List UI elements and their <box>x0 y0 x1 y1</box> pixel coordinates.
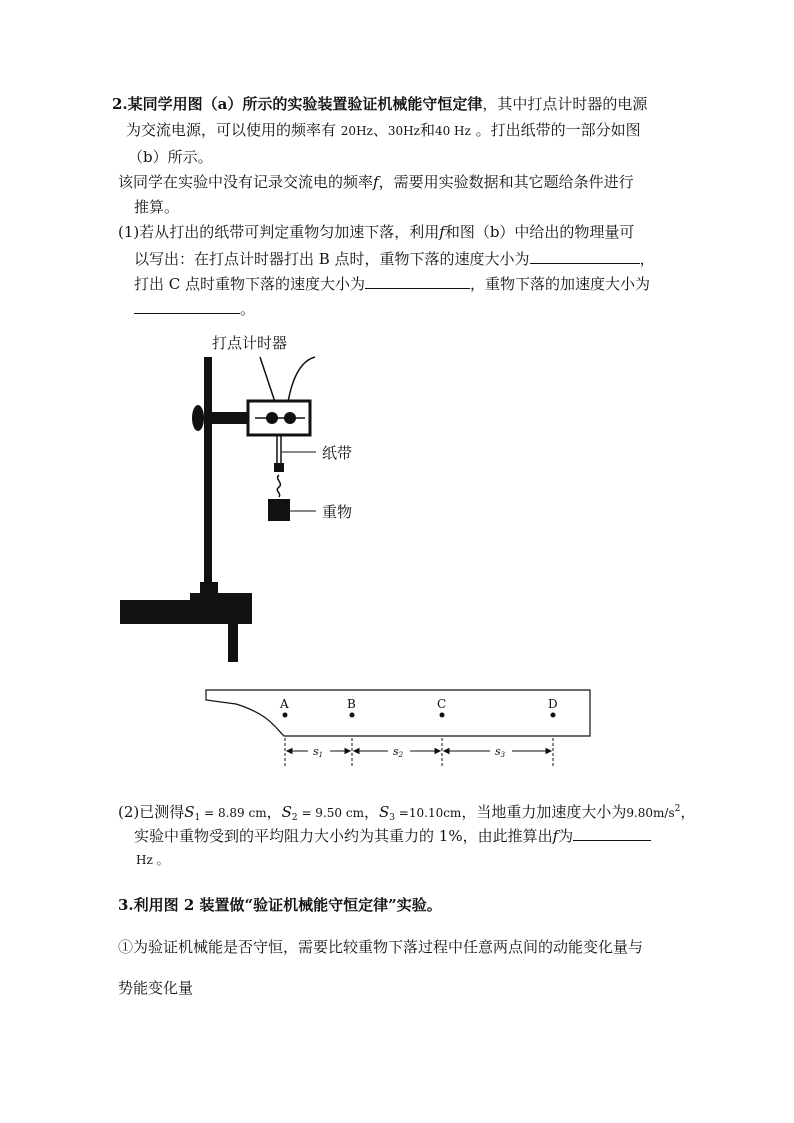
point-b <box>350 713 355 718</box>
seg-s3-label: s3 <box>495 745 506 759</box>
point-a <box>283 713 288 718</box>
s1-symbol: S <box>184 803 195 821</box>
q2-unit: Hz 。 <box>136 853 169 867</box>
clamp-knob <box>192 405 204 431</box>
q2-line-2 <box>126 120 641 141</box>
q2-line-3 <box>128 147 213 167</box>
g-exponent: 2 <box>674 804 681 814</box>
q2-line-6 <box>118 222 634 242</box>
point-a-label: A <box>280 697 289 711</box>
q2-note-b: ，需要用实验数据和其它题给条件进行 <box>378 173 634 191</box>
seg-s2-label: s2 <box>393 745 404 759</box>
q2-p1-a: (1)若从打出的纸带可判定重物匀加速下落，利用 <box>118 223 440 241</box>
q2-freq-2: 30Hz <box>387 124 420 138</box>
q2-p1-d: 打出 C 点时重物下落的速度大小为 <box>134 275 366 293</box>
q2-comma-3: ， <box>363 803 379 821</box>
q2-intro-b: 为交流电源，可以使用的频率有 <box>126 121 337 139</box>
q2-p2-a: (2)已测得 <box>118 803 185 821</box>
answer-blank-vb[interactable] <box>530 247 640 264</box>
q2-number: 2. <box>112 95 128 113</box>
answer-blank-a[interactable] <box>134 297 240 314</box>
tape-label: 纸带 <box>322 444 353 462</box>
q2-comma-2: ， <box>266 803 282 821</box>
q2-intro-d: （b）所示。 <box>128 148 213 166</box>
s3-symbol: S <box>378 803 390 821</box>
timer-dot-right <box>284 412 296 424</box>
point-b-label: B <box>347 697 356 711</box>
pole-base <box>200 582 218 594</box>
q2-p2-b: ，当地重力加速度大小为 <box>461 803 627 821</box>
q2-p2-d: 为 <box>558 827 574 845</box>
point-c <box>440 713 445 718</box>
q2-line-5 <box>134 197 179 217</box>
q2-intro-c: 。打出纸带的一部分如图 <box>475 121 641 139</box>
q2-intro-a: ，其中打点计时器的电源 <box>482 95 648 113</box>
point-d <box>551 713 556 718</box>
q2-sep-1: 、 <box>372 121 388 139</box>
weight-block <box>268 499 290 521</box>
answer-blank-vc[interactable] <box>365 272 470 289</box>
q2-freq-1: 20Hz <box>340 124 373 138</box>
q3-title: 3.利用图 2 装置做“验证机械能守恒定律”实验。 <box>118 896 442 914</box>
q2-note-c: 推算。 <box>134 198 180 216</box>
q3-line-1: ①为验证机械能是否守恒，需要比较重物下落过程中任意两点间的动能变化量与 <box>118 938 644 956</box>
stand-pole <box>204 357 212 597</box>
lead-left <box>260 357 275 402</box>
answer-blank-f[interactable] <box>573 824 651 841</box>
table-top <box>120 600 252 624</box>
q2-p1-e: ，重物下落的加速度大小为 <box>470 275 651 293</box>
q2-line-4 <box>118 172 634 192</box>
q2-p2-c: 实验中重物受到的平均阻力大小约为其重力的 1%，由此推算出 <box>134 827 553 845</box>
point-d-label: D <box>548 697 558 711</box>
q2-comma-1: ， <box>639 250 655 268</box>
q2-period-1: 。 <box>240 300 256 318</box>
figure-b-tape <box>200 686 600 772</box>
q2-f-symbol-1: f <box>373 173 379 191</box>
clamp-arm <box>204 412 248 424</box>
q2-p1-b: 和图（b）中给出的物理量可 <box>444 223 635 241</box>
q2-f-symbol-3: f <box>552 827 559 845</box>
q2-comma-4: ， <box>680 803 696 821</box>
q2-line-8 <box>134 272 650 294</box>
q2-f-symbol-2: f <box>439 223 445 241</box>
q2-freq-3: 40 Hz <box>434 124 471 138</box>
q2-and: 和 <box>419 121 435 139</box>
tape-outline <box>206 690 590 736</box>
q2-line-12 <box>136 849 169 870</box>
q2-line-9 <box>134 297 255 319</box>
q2-p1-c: 以写出：在打点计时器打出 B 点时，重物下落的速度大小为 <box>134 250 530 268</box>
q2-line-11 <box>134 824 651 846</box>
q2-note-a: 该同学在实验中没有记录交流电的频率 <box>118 173 374 191</box>
extension-lines <box>285 738 553 766</box>
s3-sub: 3 <box>389 813 395 823</box>
seg-s1-label: s1 <box>313 745 324 759</box>
lead-right <box>288 357 315 402</box>
s2-value: = 9.50 cm <box>297 806 364 820</box>
timer-label: 打点计时器 <box>212 334 288 352</box>
s2-sub: 2 <box>291 813 298 823</box>
q2-title: 某同学用图（a）所示的实验装置验证机械能守恒定律 <box>127 95 483 113</box>
s1-sub: 1 <box>194 813 201 823</box>
q2-line-7 <box>134 247 655 269</box>
s1-value: = 8.89 cm <box>200 806 267 820</box>
q2-line-1 <box>112 94 647 114</box>
tape-clip <box>274 463 284 472</box>
s3-value: =10.10cm <box>394 806 462 820</box>
figure-a-apparatus <box>110 325 390 670</box>
table-leg <box>228 624 238 662</box>
g-value: 9.80m/s <box>626 806 675 820</box>
point-c-label: C <box>437 697 447 711</box>
s2-symbol: S <box>281 803 292 821</box>
weight-label: 重物 <box>322 503 353 521</box>
hook <box>277 475 280 497</box>
timer-dot-left <box>266 412 278 424</box>
q3-line-2: 势能变化量 <box>118 979 194 997</box>
base-plate <box>190 593 252 600</box>
dimension-arrows <box>287 749 551 754</box>
